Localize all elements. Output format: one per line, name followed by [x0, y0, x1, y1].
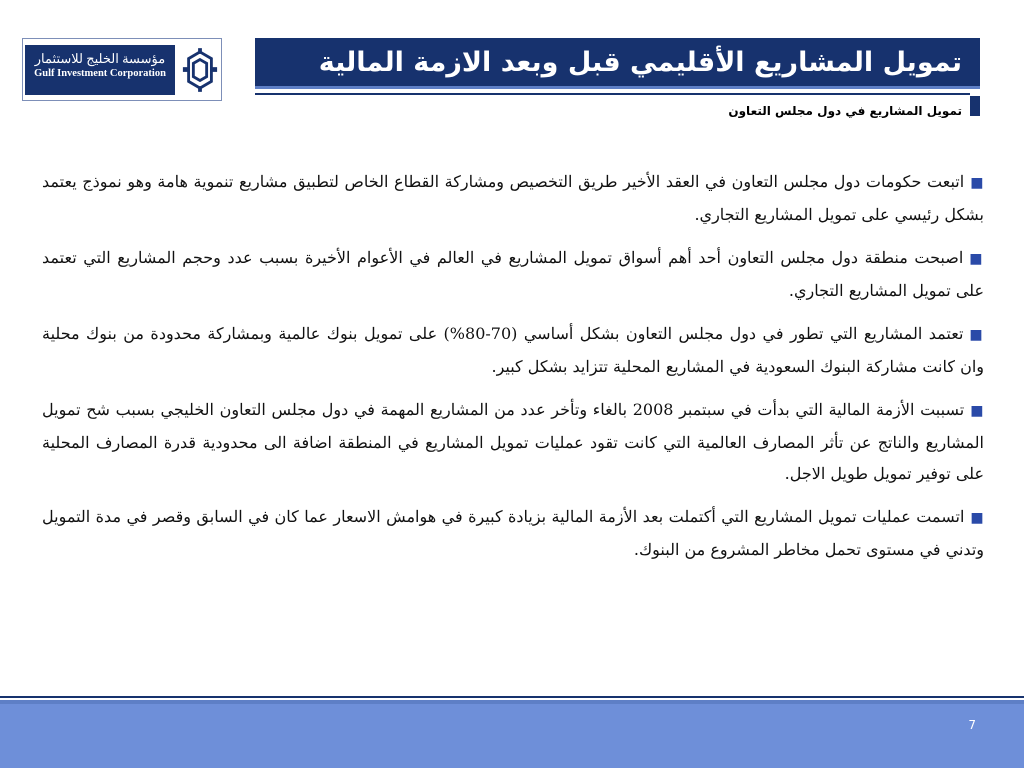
- square-bullet-icon: ■: [970, 510, 985, 526]
- footer-bar: [0, 704, 1024, 768]
- logo-wordmark: [25, 45, 175, 95]
- page-number: 7: [968, 718, 976, 732]
- paragraph-text: اتسمت عمليات تمويل المشاريع التي أكتملت بعد الأزمة المالية بزيادة كبيرة في هوامش الاسعار عما كان في السابق وقصر في مدة التمويل وتدني في مستوى تحمل مخاطر المشروع من البنوك.: [42, 507, 984, 559]
- logo-arabic-name: مؤسسة الخليج للاستثمار: [34, 51, 166, 66]
- bullet-paragraph-2: [42, 242, 984, 306]
- slide-title: تمويل المشاريع الأقليمي قبل وبعد الازمة المالية: [318, 47, 962, 78]
- slide-subtitle: تمويل المشاريع في دول مجلس التعاون: [728, 104, 962, 118]
- square-bullet-icon: ■: [969, 327, 984, 343]
- bullet-paragraph-3: [42, 318, 984, 382]
- logo-english-name: Gulf Investment Corporation: [34, 68, 166, 79]
- paragraph-text: تسببت الأزمة المالية التي بدأت في سبتمبر 2008 بالغاء وتأخر عدد من المشاريع المهمة في دول مجلس التعاون الخليجي بسبب شح تمويل المشاريع والناتج عن تأثر المصارف العالمية التي كانت تقود عمليات تمويل المشاريع في المنطقة اضافة الى محدودية قدرة المصارف المحلية على توفير تمويل طويل الاجل.: [42, 400, 985, 483]
- bullet-paragraph-4: [42, 394, 984, 489]
- paragraph-text: اصبحت منطقة دول مجلس التعاون أحد أهم أسواق تمويل المشاريع في العالم في الأعوام الأخيرة بسبب عدد وحجم المشاريع التي تعتمد على تمويل المشاريع التجاري.: [42, 248, 984, 300]
- square-bullet-icon: ■: [970, 175, 985, 191]
- paragraph-text: تعتمد المشاريع التي تطور في دول مجلس التعاون بشكل أساسي (70-80%) على تمويل بنوك عالمية وبمشاركة محدودة من بنوك محلية وان كانت مشاركة البنوك السعودية في المشاريع المحلية تتزايد بشكل كبير.: [42, 324, 984, 376]
- title-underline: [255, 93, 970, 95]
- bullet-paragraph-1: [42, 166, 984, 230]
- square-bullet-icon: ■: [969, 251, 984, 267]
- bullet-paragraph-5: [42, 501, 984, 565]
- paragraph-text: اتبعت حكومات دول مجلس التعاون في العقد الأخير طريق التخصيص ومشاركة القطاع الخاص لتطبيق مشاريع تنموية هامة وهو نموذج يعتمد بشكل رئيسي على تمويل المشاريع التجاري.: [42, 172, 984, 224]
- footer-rule: [0, 696, 1024, 698]
- title-accent-block: [970, 96, 980, 116]
- gic-star-emblem-icon: [181, 47, 219, 93]
- company-logo: [22, 38, 222, 101]
- square-bullet-icon: ■: [970, 403, 984, 419]
- slide-body: [42, 166, 984, 577]
- title-bar: [255, 38, 980, 89]
